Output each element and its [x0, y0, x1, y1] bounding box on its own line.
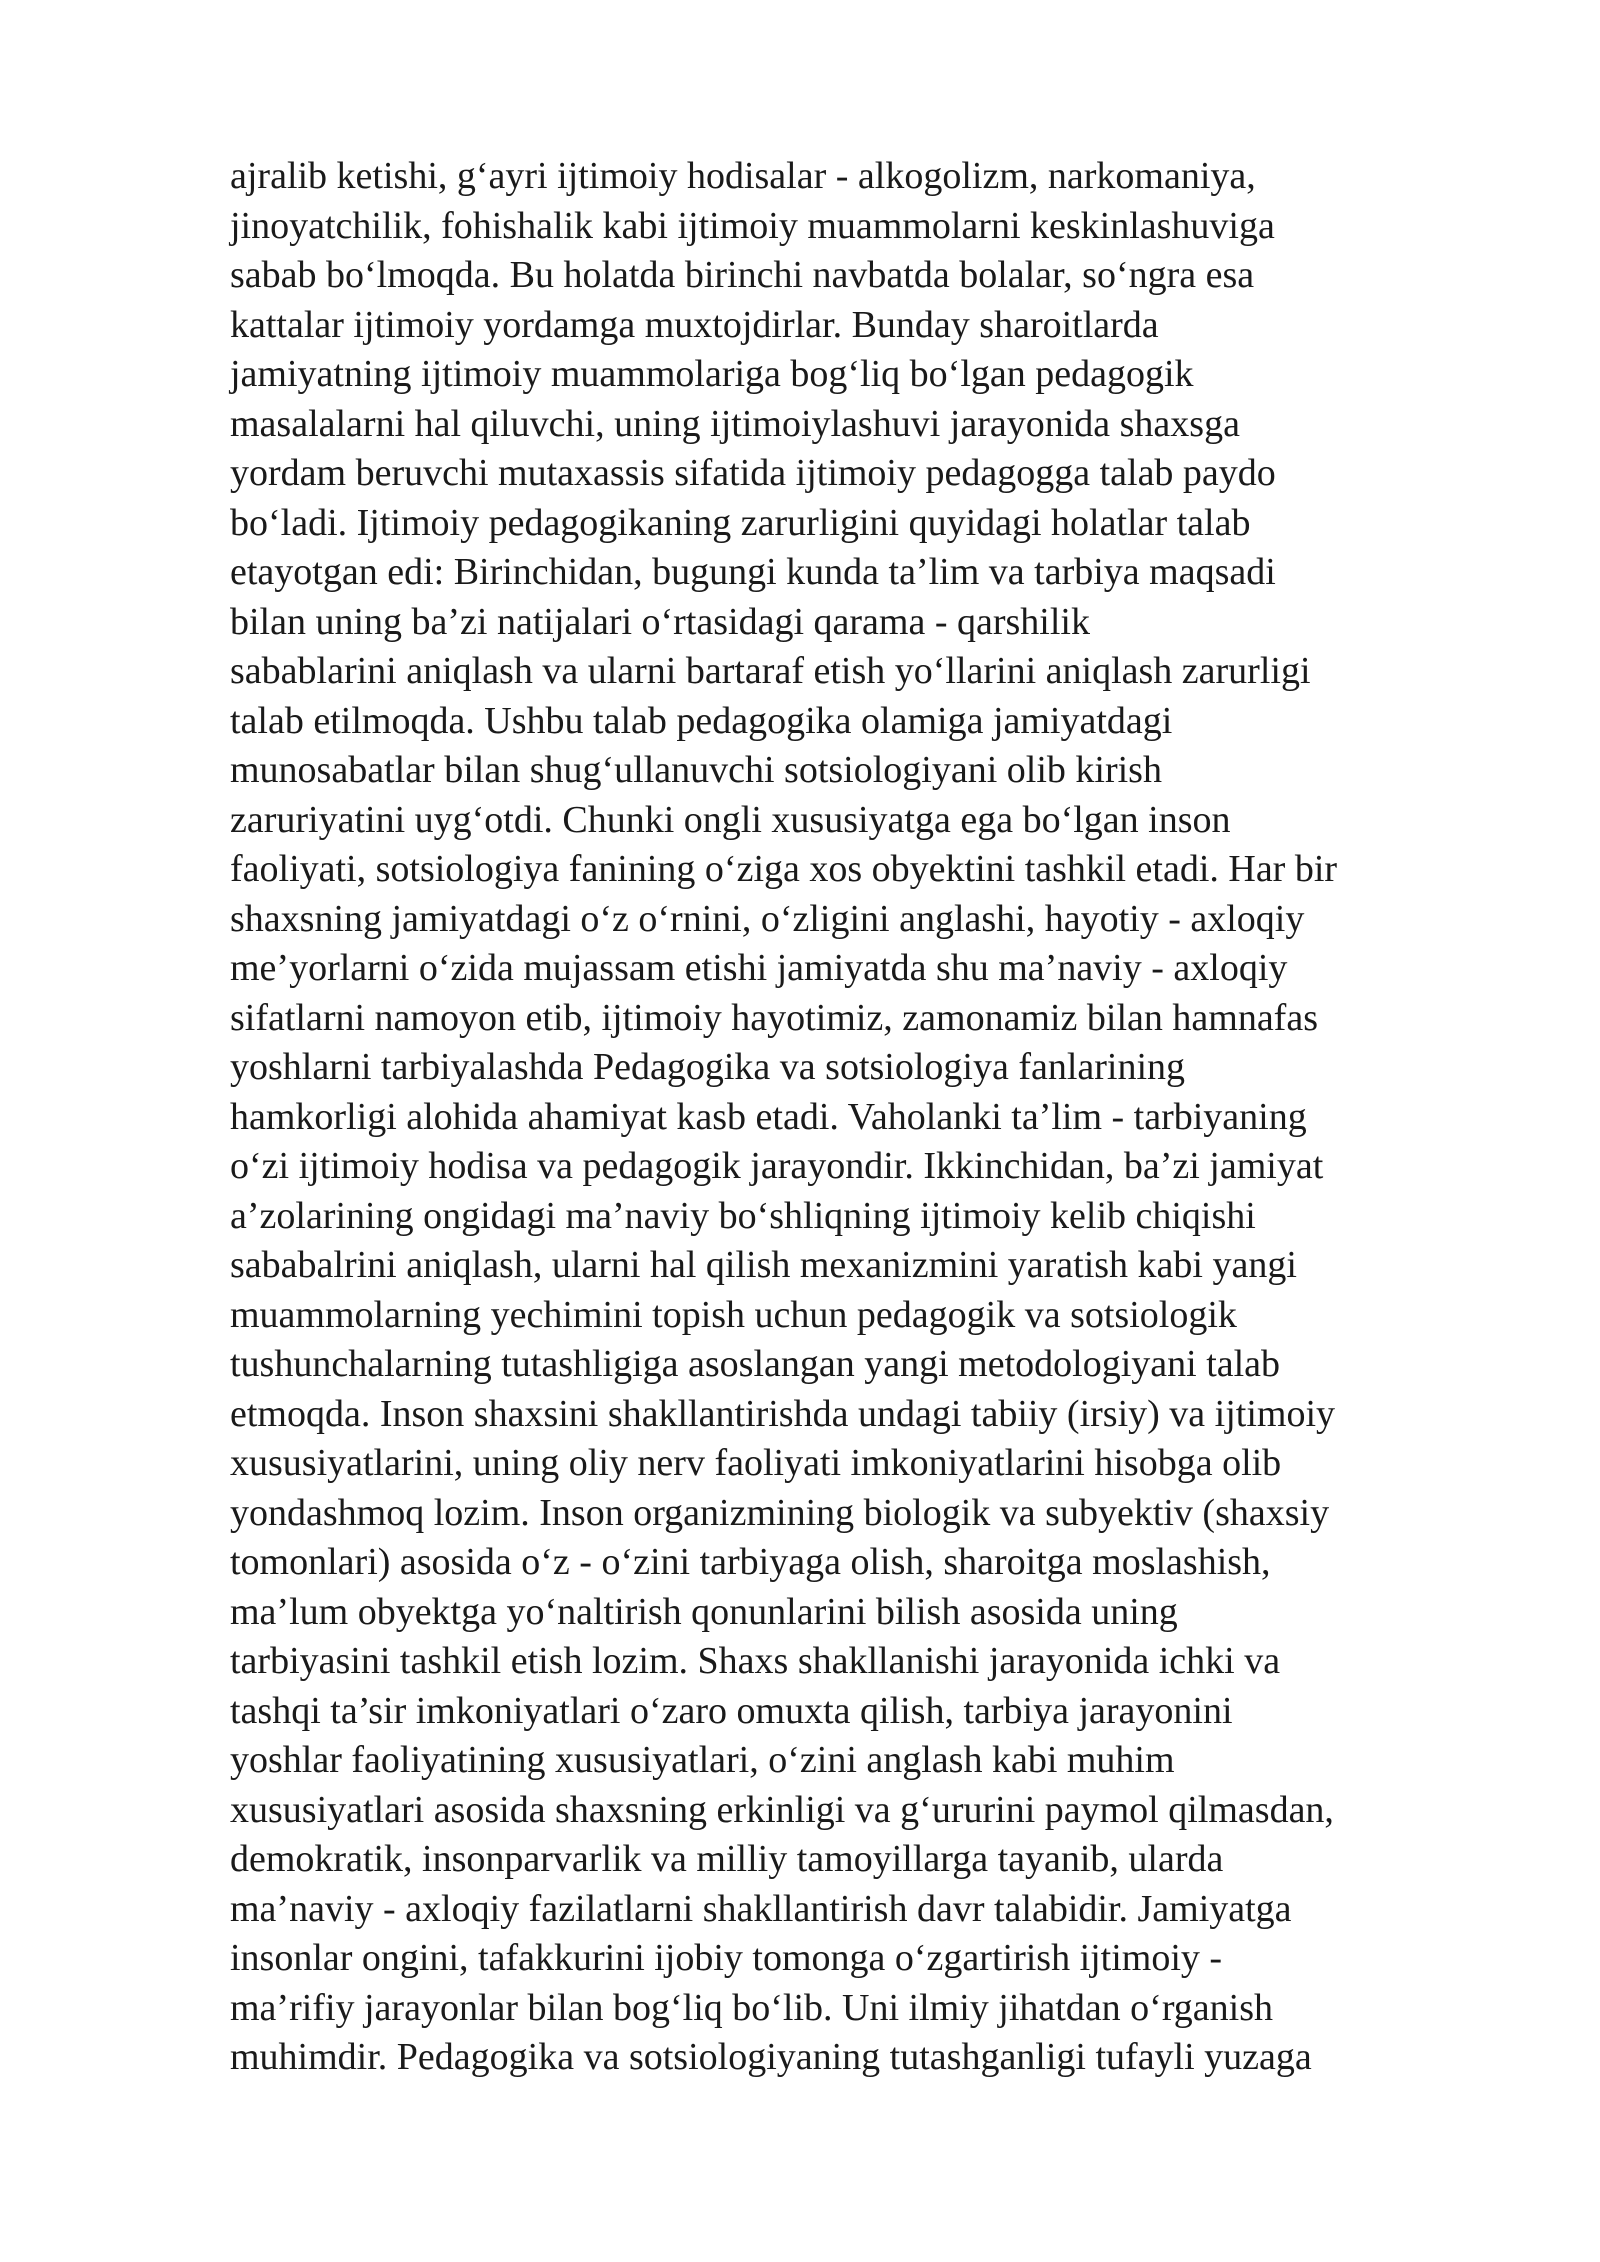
text-line: etmoqda. Inson shaxsini shakllantirishda undagi tabiiy (irsiy) va ijtimoiy	[230, 1392, 1336, 1435]
text-line: yordam beruvchi mutaxassis sifatida ijtimoiy pedagogga talab paydo	[230, 452, 1276, 494]
text-line: tushunchalarning tutashligiga asoslangan yangi metodologiyani talab	[230, 1343, 1281, 1385]
text-line: jinoyatchilik, fohishalik kabi ijtimoiy muammolarni keskinlashuviga	[230, 204, 1275, 247]
text-line: yoshlarni tarbiyalashda Pedagogika va sotsiologiya fanlarining	[230, 1046, 1186, 1088]
text-line: demokratik, insonparvarlik va milliy tamoyillarga tayanib, ularda	[230, 1838, 1224, 1880]
text-line: masalalarni hal qiluvchi, uning ijtimoiylashuvi jarayonida shaxsga	[230, 402, 1240, 445]
text-line: shaxsning jamiyatdagi o‘z o‘rnini, o‘zligini anglashi, hayotiy - axloqiy	[230, 897, 1305, 940]
text-line: talab etilmoqda. Ushbu talab pedagogika olamiga jamiyatdagi	[230, 699, 1173, 742]
text-line: yoshlar faoliyatining xususiyatlari, o‘zini anglash kabi muhim	[230, 1739, 1175, 1781]
text-line: muammolarning yechimini topish uchun pedagogik va sotsiologik	[230, 1293, 1237, 1336]
text-line: sababalrini aniqlash, ularni hal qilish mexanizmini yaratish kabi yangi	[230, 1244, 1297, 1286]
text-line: ma’lum obyektga yo‘naltirish qonunlarini bilish asosida uning	[230, 1590, 1178, 1633]
text-line: zaruriyatini uyg‘otdi. Chunki ongli xususiyatga ega bo‘lgan inson	[230, 798, 1231, 841]
text-line: tomonlari) asosida o‘z - o‘zini tarbiyaga olish, sharoitga moslashish,	[230, 1541, 1271, 1583]
text-line: insonlar ongini, tafakkurini ijobiy tomonga o‘zgartirish ijtimoiy -	[230, 1937, 1223, 1979]
text-line: munosabatlar bilan shug‘ullanuvchi sotsiologiyani olib kirish	[230, 749, 1162, 791]
text-line: bo‘ladi. Ijtimoiy pedagogikaning zarurligini quyidagi holatlar talab	[230, 501, 1251, 544]
text-line: ma’naviy - axloqiy fazilatlarni shakllantirish davr talabidir. Jamiyatga	[230, 1887, 1292, 1930]
text-line: sifatlarni namoyon etib, ijtimoiy hayotimiz, zamonamiz bilan hamnafas	[230, 996, 1318, 1039]
text-line: hamkorligi alohida ahamiyat kasb etadi. Vaholanki ta’lim - tarbiyaning	[230, 1095, 1307, 1138]
text-line: yondashmoq lozim. Inson organizmining biologik va subyektiv (shaxsiy	[230, 1491, 1330, 1534]
text-line: a’zolarining ongidagi ma’naviy bo‘shliqning ijtimoiy kelib chiqishi	[230, 1194, 1256, 1237]
text-line: jamiyatning ijtimoiy muammolariga bog‘liq bo‘lgan pedagogik	[230, 353, 1194, 395]
text-line: ajralib ketishi, g‘ayri ijtimoiy hodisalar - alkogolizm, narkomaniya,	[230, 155, 1256, 197]
text-line: o‘zi ijtimoiy hodisa va pedagogik jarayondir. Ikkinchidan, ba’zi jamiyat	[230, 1145, 1324, 1187]
text-line: etayotgan edi: Birinchidan, bugungi kunda ta’lim va tarbiya maqsadi	[230, 551, 1276, 593]
text-line: sabab bo‘lmoqda. Bu holatda birinchi navbatda bolalar, so‘ngra esa	[230, 254, 1255, 296]
body-text	[230, 152, 1530, 2083]
text-line: kattalar ijtimoiy yordamga muxtojdirlar. Bunday sharoitlarda	[230, 303, 1159, 346]
text-line: muhimdir. Pedagogika va sotsiologiyaning tutashganligi tufayli yuzaga	[230, 2036, 1312, 2078]
text-line: faoliyati, sotsiologiya fanining o‘ziga xos obyektini tashkil etadi. Har bir	[230, 848, 1338, 890]
text-line: xususiyatlarini, uning oliy nerv faoliyati imkoniyatlarini hisobga olib	[230, 1442, 1282, 1484]
text-line: tarbiyasini tashkil etish lozim. Shaxs shakllanishi jarayonida ichki va	[230, 1640, 1281, 1682]
text-line: me’yorlarni o‘zida mujassam etishi jamiyatda shu ma’naviy - axloqiy	[230, 947, 1288, 989]
text-line: sabablarini aniqlash va ularni bartaraf etish yo‘llarini aniqlash zarurligi	[230, 650, 1311, 692]
text-line: bilan uning ba’zi natijalari o‘rtasidagi qarama - qarshilik	[230, 600, 1090, 643]
text-line: tashqi ta’sir imkoniyatlari o‘zaro omuxta qilish, tarbiya jarayonini	[230, 1689, 1233, 1732]
text-line: ma’rifiy jarayonlar bilan bog‘liq bo‘lib. Uni ilmiy jihatdan o‘rganish	[230, 1986, 1274, 2029]
text-line: xususiyatlari asosida shaxsning erkinligi va g‘ururini paymol qilmasdan,	[230, 1788, 1334, 1831]
